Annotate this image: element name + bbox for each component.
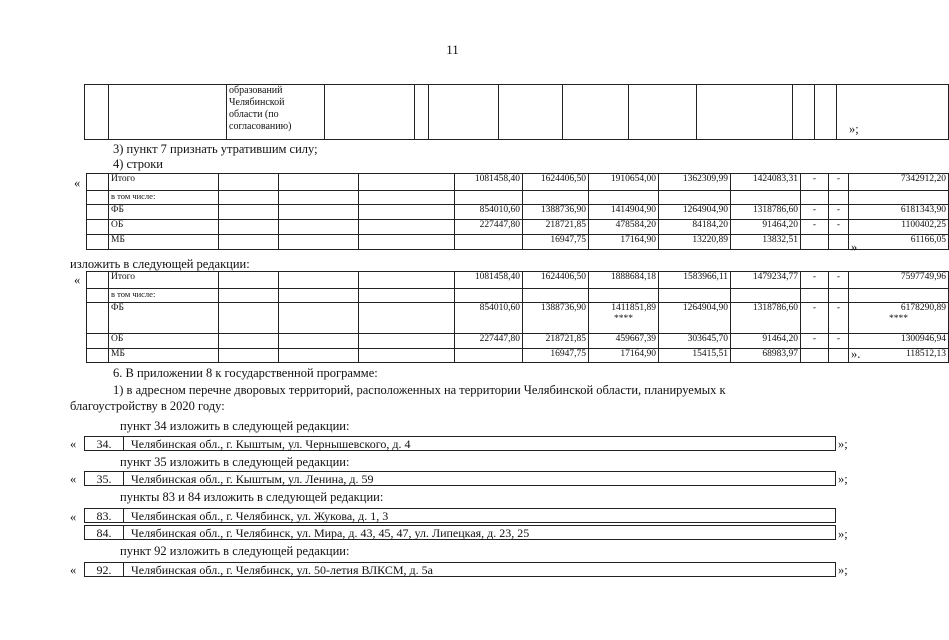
item-4: 4) строки	[113, 157, 163, 171]
cell-value: 854010,60	[479, 303, 520, 313]
table-row	[87, 235, 949, 250]
address-text: Челябинская обл., г. Челябинск, ул. Мира, д. 43, 45, 47, ул. Липецкая, д. 23, 25	[131, 526, 530, 540]
table-row	[87, 220, 949, 235]
value-cell	[455, 349, 523, 363]
value-cell	[659, 303, 731, 334]
table-row	[87, 303, 949, 334]
value-cell	[731, 349, 801, 363]
table-row	[87, 205, 949, 220]
value-cell	[523, 349, 589, 363]
value-cell	[801, 220, 829, 235]
cell-value: 1264904,90	[682, 303, 728, 313]
value-cell	[523, 220, 589, 235]
cell-value: -	[812, 205, 817, 215]
cell-value: 6181343,90	[900, 205, 946, 215]
value-cell	[849, 174, 949, 191]
value-cell	[523, 289, 589, 303]
address-number: 92.	[85, 563, 124, 576]
cell-value: 1624406,50	[540, 272, 586, 282]
value-cell	[659, 349, 731, 363]
cell-value: 1318786,60	[752, 205, 798, 215]
quote-close-35: »;	[838, 472, 848, 486]
value-cell	[849, 303, 949, 334]
top-table-text-cell: образований Челябинской области (по согласованию)	[227, 85, 325, 140]
cell-value: 1081458,40	[474, 272, 520, 282]
value-cell	[731, 205, 801, 220]
quote-open-83: «	[70, 510, 77, 524]
cell-value: 1388736,90	[540, 205, 586, 215]
cell-value: -	[836, 174, 841, 184]
cell-value: 84184,20	[692, 220, 728, 230]
cell-value: -	[812, 303, 817, 313]
address-row-84	[84, 525, 836, 540]
cell-value: 17164,90	[620, 235, 656, 245]
value-cell	[659, 272, 731, 289]
quote-close-34: »;	[838, 437, 848, 451]
value-cell	[455, 289, 523, 303]
address-row-35	[84, 471, 836, 486]
row-label: ОБ	[109, 220, 219, 235]
value-cell	[589, 235, 659, 250]
table2-new-rows	[86, 271, 949, 363]
table1-open-quote: «	[74, 176, 81, 190]
cell-value: 218721,85	[545, 334, 586, 344]
value-cell	[829, 220, 849, 235]
value-cell	[589, 303, 659, 334]
value-cell	[659, 220, 731, 235]
cell-value: 1624406,50	[540, 174, 586, 184]
table-row	[87, 174, 949, 191]
cell-value: 1910654,00	[610, 174, 656, 184]
cell-value: 91464,20	[762, 220, 798, 230]
quote-open-34: «	[70, 437, 77, 451]
value-cell	[523, 174, 589, 191]
section6-heading: 6. В приложении 8 к государственной программе:	[113, 366, 378, 380]
cell-value: 13220,89	[692, 235, 728, 245]
row-label: в том числе:	[109, 289, 219, 303]
value-cell	[659, 289, 731, 303]
value-cell	[801, 272, 829, 289]
value-cell	[523, 235, 589, 250]
value-cell	[829, 174, 849, 191]
value-cell	[829, 349, 849, 363]
value-cell	[659, 191, 731, 205]
table2-open-quote: «	[74, 273, 81, 287]
value-cell	[801, 235, 829, 250]
cell-value: 1479234,77	[752, 272, 798, 282]
cell-value: 16947,75	[550, 349, 586, 359]
value-cell	[731, 174, 801, 191]
value-cell	[455, 220, 523, 235]
new-edition-label: изложить в следующей редакции:	[70, 257, 250, 271]
address-number: 84.	[85, 526, 124, 539]
quote-open-92: «	[70, 563, 77, 577]
value-cell	[731, 191, 801, 205]
instruction-83-84: пункты 83 и 84 изложить в следующей редакции:	[120, 490, 384, 504]
top-table-fragment	[84, 84, 949, 140]
value-cell	[589, 174, 659, 191]
value-cell	[731, 272, 801, 289]
quote-close-92: »;	[838, 563, 848, 577]
value-cell	[455, 191, 523, 205]
cell-value: 6178290,89	[900, 303, 946, 313]
cell-value: -	[812, 174, 817, 184]
value-cell	[849, 205, 949, 220]
cell-value: 7597749,96	[900, 272, 946, 282]
section6-p1-line1: 1) в адресном перечне дворовых территорий, расположенных на территории Челябинской области, планируемых к	[113, 383, 726, 397]
value-cell	[523, 334, 589, 349]
cell-value: 227447,80	[479, 334, 520, 344]
section6-p1-line2: благоустройству в 2020 году:	[70, 399, 225, 413]
cell-value: 118512,13	[905, 349, 946, 359]
value-cell	[455, 235, 523, 250]
instruction-92: пункт 92 изложить в следующей редакции:	[120, 544, 350, 558]
value-cell	[849, 191, 949, 205]
value-cell	[801, 174, 829, 191]
row-label: МБ	[109, 235, 219, 250]
table1-old-rows	[86, 173, 949, 250]
value-cell	[455, 334, 523, 349]
value-cell	[849, 349, 949, 363]
table-row	[87, 334, 949, 349]
value-cell	[849, 235, 949, 250]
value-cell	[455, 272, 523, 289]
value-cell	[455, 303, 523, 334]
address-text: Челябинская обл., г. Челябинск, ул. 50-летия ВЛКСМ, д. 5а	[131, 563, 433, 577]
table1-close-quote: »	[851, 240, 858, 254]
cell-value: 1388736,90	[540, 303, 586, 313]
address-number: 83.	[85, 509, 124, 522]
address-text: Челябинская обл., г. Кыштым, ул. Ленина, д. 59	[131, 472, 374, 486]
address-row-83	[84, 508, 836, 523]
table-row	[87, 191, 949, 205]
table-row	[87, 272, 949, 289]
cell-value: -	[836, 205, 841, 215]
value-cell	[455, 205, 523, 220]
row-label: ОБ	[109, 334, 219, 349]
value-cell	[659, 334, 731, 349]
item-3: 3) пункт 7 признать утратившим силу;	[113, 142, 318, 156]
page-number: 11	[446, 42, 459, 57]
row-label: МБ	[109, 349, 219, 363]
cell-value: 1424083,31	[752, 174, 798, 184]
value-cell	[589, 220, 659, 235]
row-label: Итого	[109, 272, 219, 289]
value-cell	[523, 191, 589, 205]
cell-value: -	[812, 220, 817, 230]
value-cell	[801, 205, 829, 220]
value-cell	[731, 235, 801, 250]
value-cell	[589, 289, 659, 303]
row-label: Итого	[109, 174, 219, 191]
cell-value: -	[836, 303, 841, 313]
address-text: Челябинская обл., г. Кыштым, ул. Чернышевского, д. 4	[131, 437, 411, 451]
value-cell	[523, 303, 589, 334]
cell-value: 61166,05	[910, 235, 946, 245]
cell-value: 854010,60	[479, 205, 520, 215]
table2-close-quote: ».	[851, 347, 861, 361]
value-cell	[589, 205, 659, 220]
table-row	[87, 289, 949, 303]
row-label: ФБ	[109, 205, 219, 220]
cell-value: -	[836, 220, 841, 230]
value-cell	[801, 334, 829, 349]
value-cell	[731, 334, 801, 349]
address-text: Челябинская обл., г. Челябинск, ул. Жукова, д. 1, 3	[131, 509, 389, 523]
value-cell	[589, 334, 659, 349]
value-cell	[455, 174, 523, 191]
footnote-marker: ****	[889, 314, 908, 324]
value-cell	[801, 303, 829, 334]
cell-value: 218721,85	[545, 220, 586, 230]
value-cell	[731, 289, 801, 303]
value-cell	[849, 289, 949, 303]
cell-value: 1300946,94	[900, 334, 946, 344]
value-cell	[829, 235, 849, 250]
cell-value: 1100402,25	[901, 220, 946, 230]
instruction-35: пункт 35 изложить в следующей редакции:	[120, 455, 350, 469]
cell-value: 1362309,99	[682, 174, 728, 184]
value-cell	[731, 220, 801, 235]
value-cell	[589, 191, 659, 205]
value-cell	[829, 289, 849, 303]
value-cell	[829, 272, 849, 289]
value-cell	[829, 334, 849, 349]
cell-value: 227447,80	[479, 220, 520, 230]
value-cell	[589, 349, 659, 363]
value-cell	[829, 205, 849, 220]
top-table-close-quote: »;	[849, 122, 859, 136]
cell-value: -	[812, 272, 817, 282]
cell-value: 1414904,90	[610, 205, 656, 215]
cell-value: 1888684,18	[610, 272, 656, 282]
value-cell	[849, 272, 949, 289]
value-cell	[849, 220, 949, 235]
cell-value: -	[836, 272, 841, 282]
cell-value: 17164,90	[620, 349, 656, 359]
cell-value: 303645,70	[687, 334, 728, 344]
value-cell	[523, 272, 589, 289]
cell-value: -	[836, 334, 841, 344]
cell-value: 15415,51	[692, 349, 728, 359]
value-cell	[801, 349, 829, 363]
cell-value: 1411851,89	[611, 303, 656, 313]
cell-value: 478584,20	[615, 220, 656, 230]
cell-value: 16947,75	[550, 235, 586, 245]
address-number: 35.	[85, 472, 124, 485]
value-cell	[731, 303, 801, 334]
instruction-34: пункт 34 изложить в следующей редакции:	[120, 419, 350, 433]
table-row	[87, 349, 949, 363]
address-row-34	[84, 436, 836, 451]
cell-value: 7342912,20	[900, 174, 946, 184]
value-cell	[801, 289, 829, 303]
cell-value: 1583966,11	[683, 272, 728, 282]
quote-close-84: »;	[838, 527, 848, 541]
value-cell	[659, 205, 731, 220]
value-cell	[849, 334, 949, 349]
value-cell	[801, 191, 829, 205]
value-cell	[523, 205, 589, 220]
cell-value: 459667,39	[615, 334, 656, 344]
cell-value: 1264904,90	[682, 205, 728, 215]
cell-value: 91464,20	[762, 334, 798, 344]
value-cell	[589, 272, 659, 289]
address-row-92	[84, 562, 836, 577]
cell-value: 68983,97	[762, 349, 798, 359]
footnote-marker: ****	[614, 314, 633, 324]
cell-value: -	[812, 334, 817, 344]
value-cell	[829, 191, 849, 205]
value-cell	[659, 235, 731, 250]
value-cell	[829, 303, 849, 334]
quote-open-35: «	[70, 472, 77, 486]
value-cell	[659, 174, 731, 191]
address-number: 34.	[85, 437, 124, 450]
row-label: ФБ	[109, 303, 219, 334]
row-label: в том числе:	[109, 191, 219, 205]
cell-value: 1081458,40	[474, 174, 520, 184]
cell-value: 13832,51	[762, 235, 798, 245]
cell-value: 1318786,60	[752, 303, 798, 313]
